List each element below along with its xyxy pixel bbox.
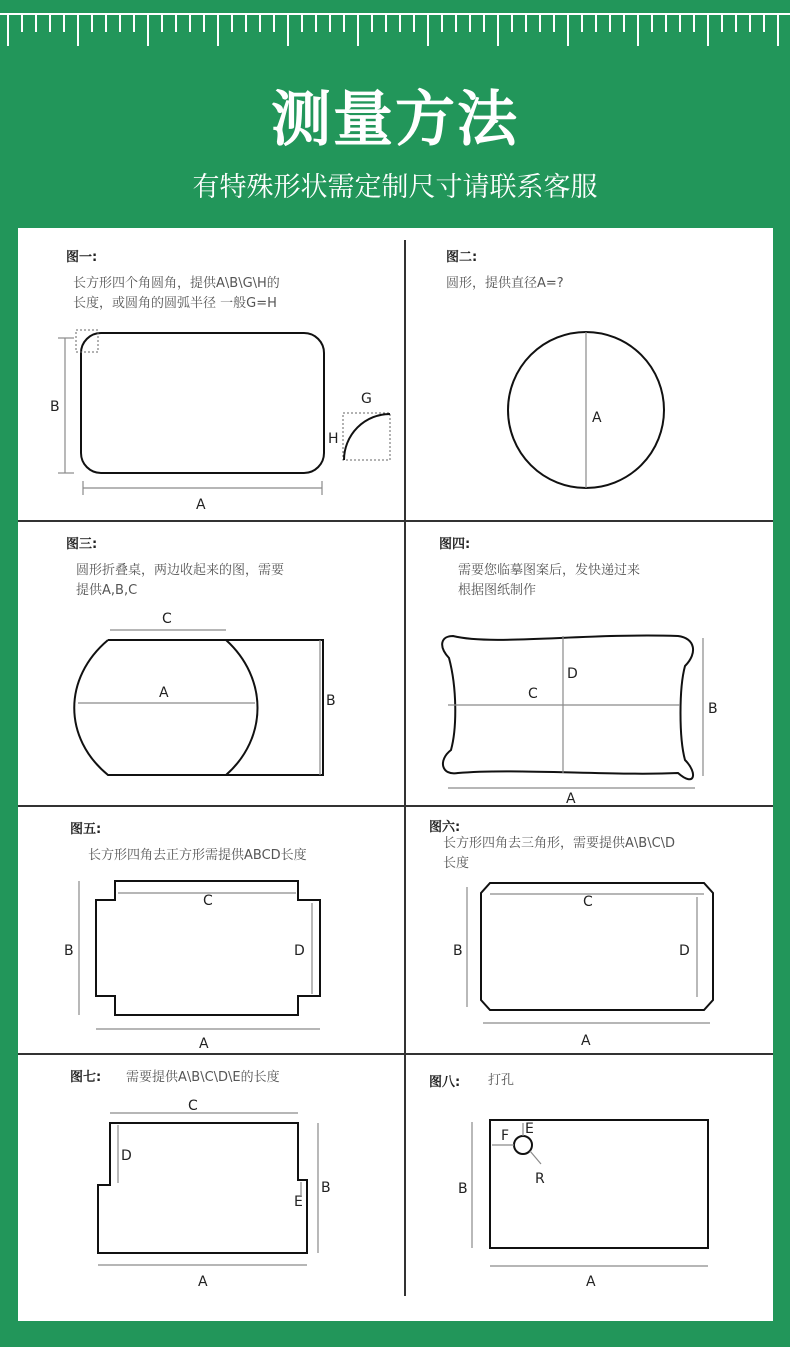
rectangle-with-hole xyxy=(490,1120,708,1248)
figure-3-desc: 圆形折叠桌，两边收起来的图，需要 提供A,B,C xyxy=(76,563,285,598)
figure-4-desc: 需要您临摹图案后，发快递过来 根据图纸制作 xyxy=(458,563,641,598)
label-a: A xyxy=(592,410,602,426)
page-title: 测量方法 xyxy=(271,85,519,155)
page-subtitle: 有特殊形状需定制尺寸请联系客服 xyxy=(192,172,598,203)
figure-6-desc: 长方形四角去三角形，需要提供A\B\C\D 长度 xyxy=(443,836,676,871)
label-d: D xyxy=(567,666,578,682)
figure-3-diagram xyxy=(68,608,398,788)
label-a: A xyxy=(586,1274,596,1290)
figure-8-diagram xyxy=(448,1108,768,1298)
stepped-shape xyxy=(98,1123,307,1253)
figure-7-title: 图七: xyxy=(70,1070,102,1085)
label-h: H xyxy=(328,431,339,447)
label-d: D xyxy=(121,1148,132,1164)
figure-2-desc: 圆形，提供直径A=? xyxy=(446,276,564,291)
custom-outline-shape xyxy=(442,636,693,780)
rounded-rectangle xyxy=(81,333,324,473)
figure-6-diagram xyxy=(448,873,768,1053)
figure-4-diagram xyxy=(433,628,733,808)
figure-1-title: 图一: xyxy=(66,250,98,265)
label-a: A xyxy=(566,791,576,807)
label-a: A xyxy=(199,1036,209,1052)
label-f: F xyxy=(501,1128,510,1144)
label-d: D xyxy=(679,943,690,959)
measurement-panel xyxy=(18,228,773,1321)
label-c: C xyxy=(528,686,538,702)
label-b: B xyxy=(708,701,718,717)
label-b: B xyxy=(64,943,74,959)
label-g: G xyxy=(361,391,372,407)
figure-2-title: 图二: xyxy=(446,250,478,265)
figure-6-title: 图六: xyxy=(429,820,461,835)
label-a: A xyxy=(159,685,169,701)
ruler-decoration xyxy=(0,0,790,55)
label-b: B xyxy=(50,399,60,415)
label-b: B xyxy=(458,1181,468,1197)
label-a: A xyxy=(196,497,206,513)
figure-7-diagram xyxy=(78,1090,398,1290)
figure-1-desc: 长方形四个角圆角，提供A\B\G\H的 长度，或圆角的圆弧半径 一般G=H xyxy=(73,276,280,311)
figure-3-title: 图三: xyxy=(66,537,98,552)
label-b: B xyxy=(453,943,463,959)
label-b: B xyxy=(321,1180,331,1196)
label-c: C xyxy=(162,611,172,627)
folding-table-shape xyxy=(74,640,323,775)
figure-1-diagram xyxy=(38,323,398,518)
figure-5-desc: 长方形四角去正方形需提供ABCD长度 xyxy=(88,848,307,863)
figure-8-desc: 打孔 xyxy=(488,1073,515,1088)
label-a: A xyxy=(198,1274,208,1290)
figure-5-diagram xyxy=(58,873,398,1053)
label-c: C xyxy=(203,893,213,909)
corner-arc xyxy=(344,414,390,460)
label-d: D xyxy=(294,943,305,959)
label-r: R xyxy=(535,1171,545,1187)
label-e: E xyxy=(294,1194,303,1210)
hole-circle xyxy=(514,1136,532,1154)
figure-2-diagram xyxy=(488,326,688,496)
figure-4-title: 图四: xyxy=(439,537,471,552)
label-b: B xyxy=(326,693,336,709)
label-c: C xyxy=(583,894,593,910)
figure-7-desc: 需要提供A\B\C\D\E的长度 xyxy=(126,1070,280,1085)
label-e: E xyxy=(525,1121,534,1137)
label-c: C xyxy=(188,1098,198,1114)
label-a: A xyxy=(581,1033,591,1049)
figure-8-title: 图八: xyxy=(429,1075,461,1090)
figure-5-title: 图五: xyxy=(70,822,102,837)
